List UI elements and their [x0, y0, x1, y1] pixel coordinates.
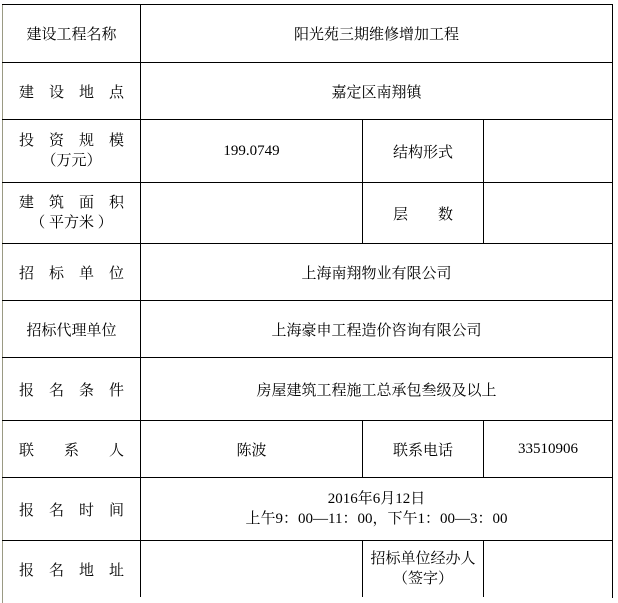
- building-area-value: [141, 183, 363, 244]
- handler-signature-label-line2: （签字）: [392, 571, 453, 587]
- registration-address-label: 报 名 地 址: [3, 541, 141, 598]
- table-row: [3, 478, 613, 541]
- table-row: [3, 5, 613, 63]
- investment-label: [3, 120, 141, 183]
- contact-person-label: 联 系 人: [3, 421, 141, 478]
- floors-label: 层 数: [363, 183, 484, 244]
- registration-time-label: 报 名 时 间: [3, 478, 141, 541]
- registration-time-date: 2016年6月12日: [327, 490, 426, 507]
- contact-phone-value: 33510906: [484, 421, 613, 478]
- agency-label: 招标代理单位: [3, 301, 141, 358]
- table-bottom-strip: [2, 597, 612, 603]
- table-row: [3, 120, 613, 183]
- requirement-value: 房屋建筑工程施工总承包叁级及以上: [141, 358, 613, 421]
- building-area-label: [3, 183, 141, 244]
- table-row: [3, 541, 613, 598]
- registration-time-value: [141, 478, 613, 541]
- table-row: [3, 183, 613, 244]
- investment-label-line1: 投 资 规 模: [18, 132, 124, 149]
- project-name-value: 阳光苑三期维修增加工程: [141, 5, 613, 63]
- table-row: [3, 358, 613, 421]
- handler-signature-value: [484, 541, 613, 598]
- handler-signature-label: [363, 541, 484, 598]
- table-row: [3, 421, 613, 478]
- structure-type-label: 结构形式: [363, 120, 484, 183]
- floors-value: [484, 183, 613, 244]
- investment-label-line2: （万元）: [41, 153, 102, 169]
- contact-person-value: 陈波: [141, 421, 363, 478]
- contact-phone-label: 联系电话: [363, 421, 484, 478]
- agency-value: 上海豪申工程造价咨询有限公司: [141, 301, 613, 358]
- building-area-label-line2: （ 平方米 ）: [30, 215, 113, 231]
- building-area-label-line1: 建 筑 面 积: [18, 194, 124, 211]
- handler-signature-label-line1: 招标单位经办人: [370, 550, 476, 567]
- project-name-label: 建设工程名称: [3, 5, 141, 63]
- registration-time-hours: 上午9：00—11：00，下午1：00—3：00: [245, 511, 508, 527]
- location-label: 建 设 地 点: [3, 63, 141, 120]
- registration-address-value: [141, 541, 363, 598]
- structure-type-value: [484, 120, 613, 183]
- investment-value: 199.0749: [141, 120, 363, 183]
- location-value: 嘉定区南翔镇: [141, 63, 613, 120]
- table-row: [3, 244, 613, 301]
- table-row: [3, 301, 613, 358]
- table-row: [3, 63, 613, 120]
- requirement-label: 报 名 条 件: [3, 358, 141, 421]
- tender-unit-value: 上海南翔物业有限公司: [141, 244, 613, 301]
- tender-registration-table: [2, 4, 613, 598]
- tender-unit-label: 招 标 单 位: [3, 244, 141, 301]
